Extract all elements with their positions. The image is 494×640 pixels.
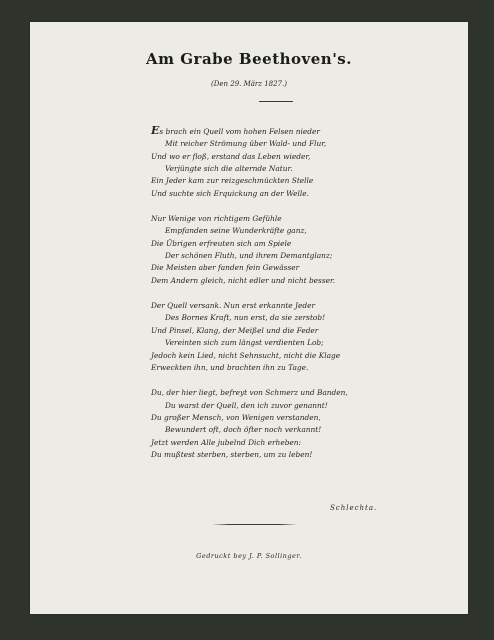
poem-line: Bewundert oft, doch öfter noch verkannt!: [165, 425, 322, 435]
poem-line: Der Quell versank. Nun erst erkannte Jeder: [151, 301, 316, 311]
poem-line: Jetzt werden Alle jubelnd Dich erheben:: [151, 437, 302, 447]
document-page: [30, 22, 468, 614]
poem-line: Dem Andern gleich, nicht edler und nicht besser.: [151, 275, 336, 285]
poem-line: Empfanden seine Wunderkräfte ganz,: [165, 226, 307, 236]
printer-imprint: Gedruckt bey J. P. Sollinger.: [196, 552, 302, 560]
poem-body: [151, 125, 451, 474]
poem-line: Und wo er floß, erstand das Leben wieder,: [151, 151, 311, 161]
poem-line: Du, der hier liegt, befreyt von Schmerz und Banden,: [151, 388, 348, 398]
stanza-1: [151, 125, 451, 200]
poem-title: Am Grabe Beethoven's.: [146, 50, 352, 68]
poem-line: Nur Wenige von richtigem Gefühle: [151, 214, 282, 224]
poem-line: Jedoch kein Lied, nicht Sehnsucht, nicht die Klage: [151, 350, 341, 360]
poem-line: Des Bornes Kraft, nun erst, da sie zerstob!: [165, 313, 326, 323]
poem-line: Es brach ein Quell vom hohen Felsen nieder: [151, 124, 320, 137]
stanza-3: [151, 300, 451, 374]
poem-date: (Den 29. März 1827.): [211, 80, 287, 88]
poem-line: Du mußtest sterben, sterben, um zu leben!: [151, 449, 313, 459]
poem-line: Du großer Mensch, von Wenigen verstanden,: [151, 412, 321, 422]
poem-line: Und Pinsel, Klang, der Meißel und die Feder: [151, 325, 319, 335]
poem-line: Verjüngte sich die alternde Natur.: [165, 164, 293, 174]
poem-line: Vereinten sich zum längst verdienten Lob;: [165, 338, 324, 348]
stanza-4: [151, 387, 451, 461]
poem-line: Mit reicher Strömung über Wald- und Flur,: [165, 139, 327, 149]
poem-line: Erweckten ihn, und brachten ihn zu Tage.: [151, 362, 309, 372]
poem-line: Du warst der Quell, den ich zuvor genannt!: [165, 400, 328, 410]
author-signature: Schlechta.: [330, 504, 378, 512]
poem-line: Der schönen Fluth, und ihrem Demantglanz;: [165, 251, 333, 261]
poem-line: Ein Jeder kam zur reizgeschmückten Stelle: [151, 176, 314, 186]
poem-line: Die Übrigen erfreuten sich am Spiele: [151, 238, 292, 248]
footer-divider: [212, 524, 297, 525]
poem-line: Die Meisten aber fanden fein Gewässer: [151, 263, 300, 273]
stanza-2: [151, 213, 451, 287]
title-divider: [259, 101, 293, 102]
poem-line: Und suchte sich Erquickung an der Welle.: [151, 188, 309, 198]
